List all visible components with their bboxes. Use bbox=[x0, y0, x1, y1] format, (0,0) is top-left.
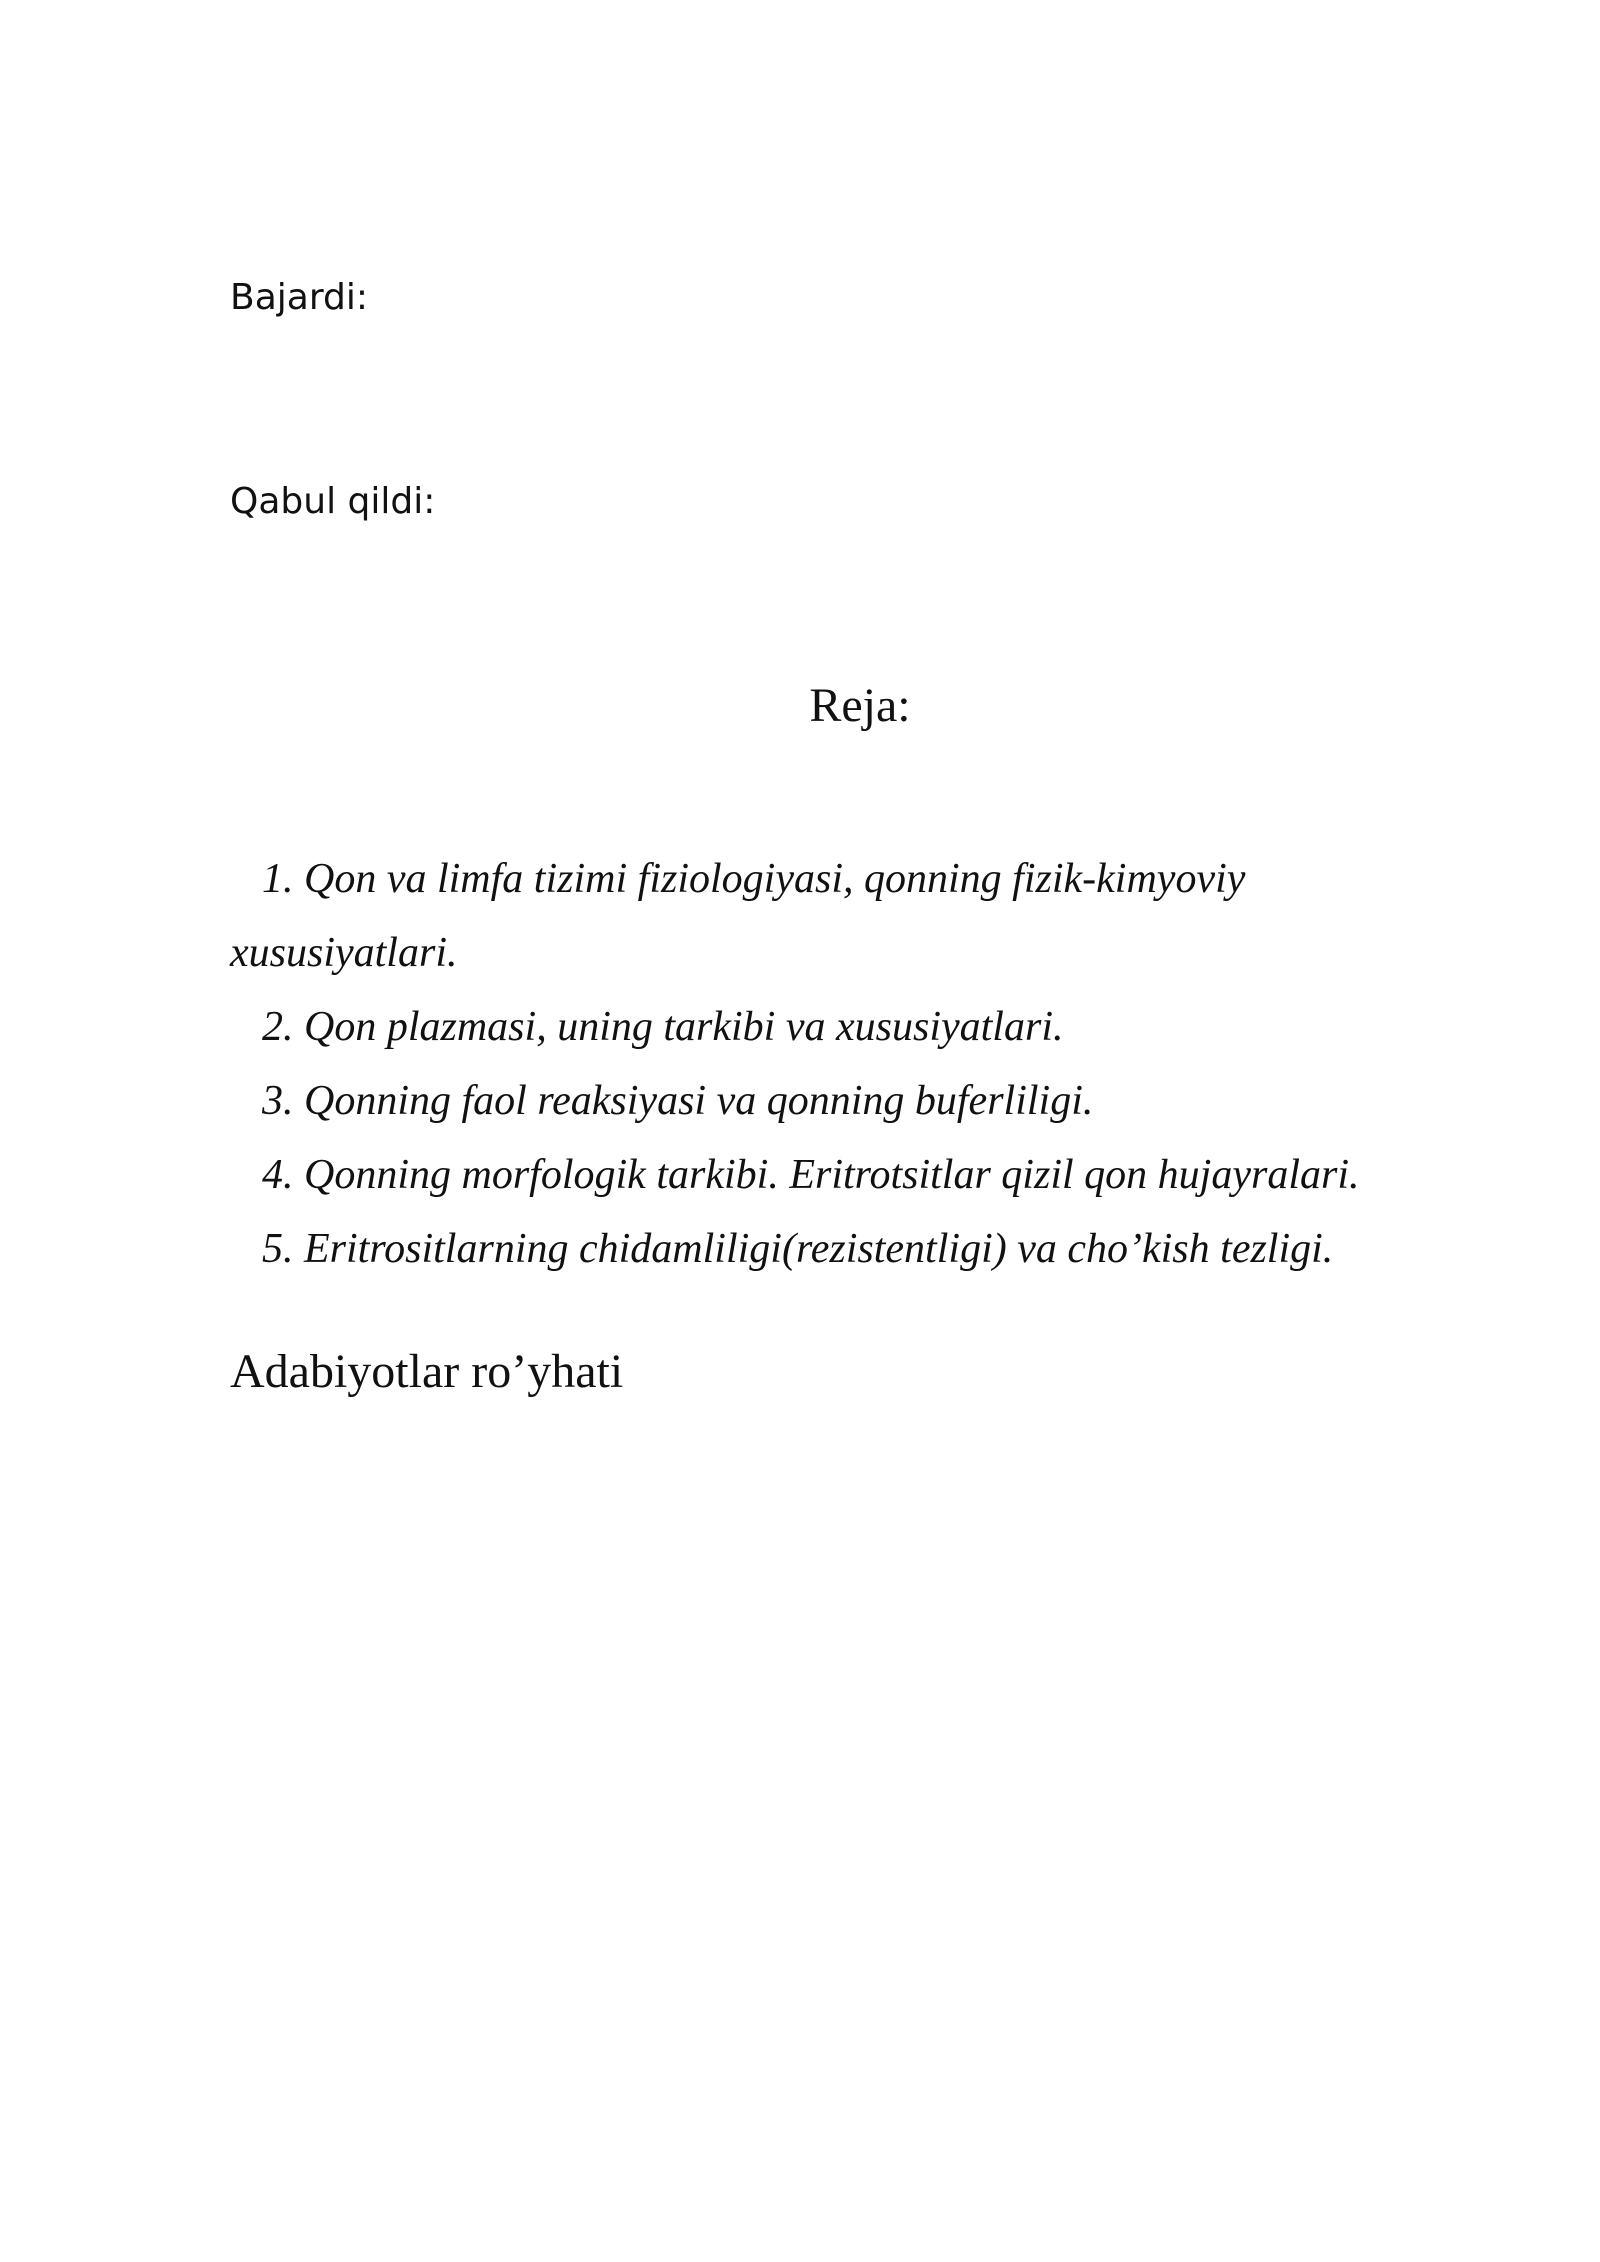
plan-item-text: Qonning faol reaksiyasi va qonning buferliligi. bbox=[304, 1078, 1094, 1124]
plan-item-number: 5. bbox=[262, 1226, 294, 1272]
plan-item-number: 2. bbox=[262, 1004, 294, 1050]
bajardi-label: Bajardi: bbox=[230, 277, 368, 318]
plan-item-text: Qon va limfa tizimi fiziologiyasi, qonning fizik-kimyoviy xususiyatlari. bbox=[230, 856, 1246, 976]
plan-item-4 bbox=[230, 1138, 1410, 1212]
plan-title: Reja: bbox=[809, 679, 911, 732]
plan-item-text: Qon plazmasi, uning tarkibi va xususiyatlari. bbox=[304, 1004, 1064, 1050]
plan-item-text: Eritrositlarning chidamliligi(rezistentligi) va cho’kish tezligi. bbox=[304, 1226, 1334, 1272]
plan-item-number: 1. bbox=[262, 856, 294, 902]
plan-item-1 bbox=[230, 842, 1410, 990]
qabul-qildi-label: Qabul qildi: bbox=[230, 481, 436, 522]
plan-item-text: Qonning morfologik tarkibi. Eritrotsitlar qizil qon hujayralari. bbox=[304, 1152, 1360, 1198]
plan-item-2 bbox=[230, 990, 1410, 1064]
bibliography-title: Adabiyotlar ro’yhati bbox=[230, 1345, 624, 1398]
plan-list bbox=[230, 842, 1410, 1286]
plan-item-number: 4. bbox=[262, 1152, 294, 1198]
plan-item-5 bbox=[230, 1212, 1410, 1286]
plan-item-3 bbox=[230, 1064, 1410, 1138]
plan-item-number: 3. bbox=[262, 1078, 294, 1124]
